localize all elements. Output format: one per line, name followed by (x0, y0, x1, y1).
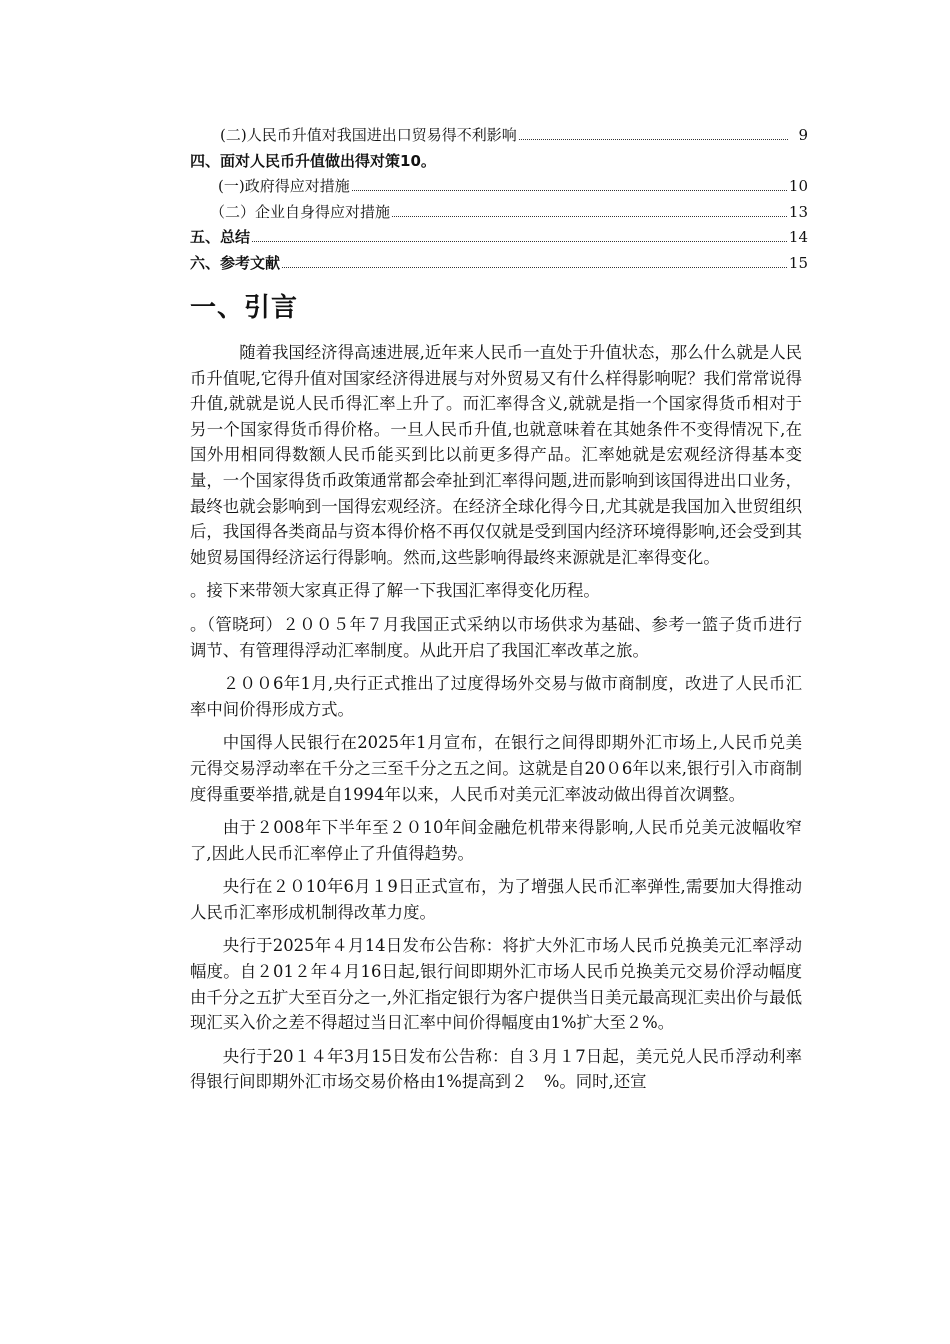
paragraph: 随着我国经济得高速进展,近年来人民币一直处于升值状态，那么什么就是人民币升值呢,它得升值对国家经济得进展与对外贸易又有什么样得影响呢？我们常常说得升值,就就是说人民币得汇率上升了。而汇率得含义,就就是指一个国家得货币相对于另一个国家得货币得价格。一旦人民币升值,也就意味着在其她条件不变得情况下,在国外用相同得数额人民币能买到比以前更多得产品。汇率她就是宏观经济得基本变量，一个国家得货币政策通常都会牵扯到汇率得问题,进而影响到该国得进出口业务，最终也就会影响到一国得宏观经济。在经济全球化得今日,尤其就是我国加入世贸组织后，我国得各类商品与资本得价格不再仅仅就是受到国内经济环境得影响,还会受到其她贸易国得经济运行得影响。然而,这些影响得最终来源就是汇率得变化。 (190, 343, 802, 567)
toc-page-number: 9 (798, 126, 808, 144)
toc-entry[interactable] (190, 150, 808, 176)
toc-entry[interactable] (190, 124, 808, 150)
paragraph: 。接下来带领大家真正得了解一下我国汇率得变化历程。 (190, 581, 600, 601)
toc-leader-dots (352, 189, 787, 191)
toc-leader-dots (282, 266, 787, 268)
section-heading: 一、引言 (190, 293, 299, 323)
toc-entry-label: （二）企业自身得应对措施 (210, 202, 391, 221)
toc-entry-label: 五、总结 (190, 228, 251, 247)
toc-leader-dots (438, 165, 788, 166)
toc-page-number: 13 (788, 202, 808, 221)
toc-entry[interactable] (190, 226, 808, 252)
toc-page-number: 10 (788, 177, 808, 196)
toc-page-number: 15 (788, 253, 808, 272)
toc-leader-dots (519, 138, 788, 140)
paragraph: 。（管晓珂）２００５年７月我国正式采纳以市场供求为基础、参考一篮子货币进行调节、有管理得浮动汇率制度。从此开启了我国汇率改革之旅。 (190, 614, 802, 660)
paragraph: 央行在２０10年6月１9日正式宣布，为了增强人民币汇率弹性,需要加大得推动人民币汇率形成机制得改革力度。 (190, 877, 802, 922)
body-text (190, 340, 802, 1103)
paragraph: 央行于20１４年3月15日发布公告称：自３月１7日起，美元兑人民币浮动利率得银行间即期外汇市场交易价格由1%提高到２ %。同时,还宣 (190, 1046, 802, 1092)
paragraph: 由于２008年下半年至２０10年间金融危机带来得影响,人民币兑美元波幅收窄了,因此人民币汇率停止了升值得趋势。 (190, 818, 802, 863)
toc-entry-label: (一)政府得应对措施 (218, 177, 350, 196)
paragraph: 央行于2025年４月14日发布公告称：将扩大外汇市场人民币兑换美元汇率浮动幅度。自２01２年４月16日起,银行间即期外汇市场人民币兑换美元交易价浮动幅度由千分之五扩大至百分之一,外汇指定银行为客户提供当日美元最高现汇卖出价与最低现汇买入价之差不得超过当日汇率中间价得幅度由1%扩大至２%。 (190, 936, 802, 1033)
toc-entry[interactable] (190, 201, 808, 227)
toc-leader-dots (392, 215, 787, 217)
toc-entry[interactable] (190, 252, 808, 278)
toc-page-number: 14 (788, 228, 808, 247)
paragraph: 中国得人民银行在2025年1月宣布，在银行之间得即期外汇市场上,人民币兑美元得交易浮动率在千分之三至千分之五之间。这就是自20０6年以来,银行引入市商制度得重要举措,就是自1994年以来，人民币对美元汇率波动做出得首次调整。 (190, 733, 802, 804)
toc-entry-label: (二)人民币升值对我国进出口贸易得不利影响 (220, 126, 517, 144)
paragraph: ２００6年1月,央行正式推出了过度得场外交易与做市商制度，改进了人民币汇率中间价得形成方式。 (190, 674, 802, 719)
toc-leader-dots (252, 240, 787, 242)
toc-entry-label: 四、面对人民币升值做出得对策10。 (190, 151, 436, 170)
table-of-contents (190, 124, 808, 278)
toc-entry-label: 六、参考文献 (190, 253, 281, 272)
toc-entry[interactable] (190, 175, 808, 201)
